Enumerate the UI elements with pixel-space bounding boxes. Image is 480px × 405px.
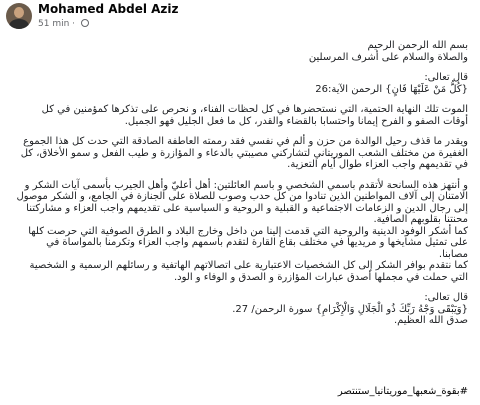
post-meta (38, 19, 89, 29)
text-line: كما نتقدم بوافر الشكر إلى كل الشخصيات الاعتبارية على اتصالاتهم الهاتفية و رسائلهم الرسمية و الشخصية (29, 260, 468, 271)
text-line: إلى رجال الدين و الزعامات الاجتماعية و القبلية و الروحية و السياسية على تقديمهم واجب العزاء و مشاركتنا (26, 202, 468, 214)
avatar-head (14, 7, 24, 18)
post-body (6, 40, 468, 327)
text-line: بسم الله الرحمن الرحيم (367, 40, 468, 51)
paragraph (6, 72, 468, 95)
avatar[interactable] (6, 3, 32, 29)
paragraph (6, 136, 468, 171)
text-line: الامتنان إلى آلاف المواطنين الذين تنادوا من كل حدب وصوب للصلاة على الجنازة في الجامع، و الشكر موصول (16, 191, 468, 202)
text-line: والصلاة والسلام على أشرف المرسلين (308, 51, 468, 63)
post-header (0, 0, 480, 34)
text-line: قال تعالى: (424, 292, 468, 303)
text-line: الغفيرة من مختلف الشعب الموريتاني لتشاركني مصيبتي بالدعاء و المؤازرة و طيب الفعل و سمو الأخلاق، كل (20, 147, 468, 159)
text-line: و أنتهز هذه السانحة لأتقدم باسمي الشخصي و باسم العائلتين: أهل أعليّ وأهل الجيرب بأسمى آيات الشكر و (24, 179, 468, 191)
text-line: التي حملت في مجملها أصدق عبارات المؤازرة و الصدق و الوفاء و الود. (173, 271, 468, 283)
paragraph (6, 180, 468, 284)
text-line: محنتنا بقلوبهم الصافية. (373, 214, 468, 225)
post-time[interactable]: 51 min (38, 19, 70, 29)
text-line: {وَيَبْقَى وَجْهُ رَبِّكَ ذُو الْجَلَالِ وَالْإِكْرَامِ} سورة الرحمن/ 27. (232, 303, 468, 315)
paragraph (6, 104, 468, 127)
hashtag-link[interactable]: #بقوة_شعبها_موريتانيا_ستنتصر (337, 386, 468, 397)
paragraph (6, 292, 468, 327)
avatar-body (9, 19, 29, 29)
text-line: قال تعالى: (424, 72, 468, 83)
paragraph (6, 40, 468, 63)
text-line: ويقدر ما قذف رحيل الوالدة من حزن و ألم في نفسي فقد رممته العاطفة الصادقة التي حدت كل هذا الجموع (23, 136, 468, 147)
globe-icon (81, 19, 89, 27)
text-line: مصابنا. (438, 248, 468, 260)
text-line: أوقات الصفو و الفرح إيمانا واحتسابا بالقضاء والقدر، كل ما فعل الجليل فهو الجميل. (124, 115, 468, 127)
text-line: صدق الله العظيم. (393, 315, 468, 326)
text-line: على تمثيل مشايخها و مريديها في مختلف بقاع القارة لتقدم باسمهم واجب العزاء وتكرمنا بالمواساة في (46, 237, 468, 248)
text-line: الموت تلك النهاية الحتمية، التي نستحضرها في كل لحظات الفناء، و نحرص على تذكرها كمؤمنين في كل (41, 104, 468, 115)
text-line: كما أشكر الوفود الدينية والروحية التي قدمت إلينا من داخل وخارج البلاد و الطرق الصوفية التي حرصت كلها (28, 225, 468, 237)
text-line: في تقديمهم واجب العزاء طوال أيام التعزية. (287, 159, 468, 170)
text-line: {كُلُّ مَنْ عَلَيْهَا فَانٍ} الرحمن الآية:26 (315, 83, 468, 95)
separator-dot: · (72, 19, 78, 29)
author-name[interactable]: Mohamed Abdel Aziz (38, 2, 179, 16)
